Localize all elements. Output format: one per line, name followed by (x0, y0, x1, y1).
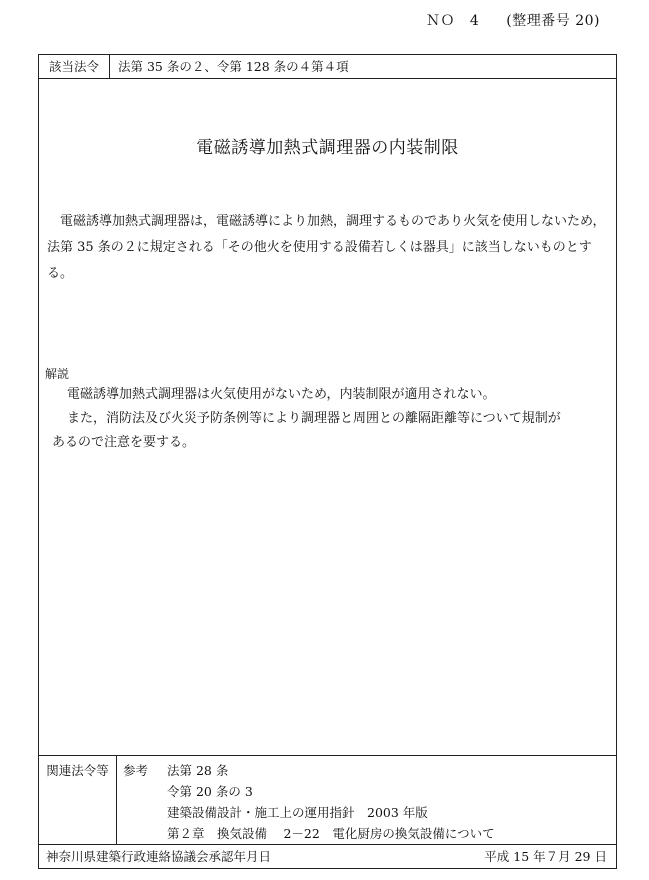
explanation-text (45, 383, 605, 455)
explanation-paragraph-2b: あるので注意を要する。 (52, 435, 196, 450)
related-laws-label: 関連法令等 (39, 756, 117, 845)
document-number-header (0, 10, 600, 30)
related-laws-list (123, 760, 495, 844)
explanation-paragraph-1: 電磁誘導加熱式調理器は火気使用がないため，内装制限が適用されない。 (67, 387, 496, 402)
approval-label: 神奈川県建築行政連絡協議会承認年月日 (46, 849, 272, 864)
approval-footer (39, 844, 616, 868)
main-body-text: 電磁誘導加熱式調理器は，電磁誘導により加熱，調理するものであり火気を使用しないため，法第 35 条の２に規定される「その他火を使用する設備若しくは器具」に該当しないものとする。 (47, 214, 606, 281)
no-label: ＮＯ (425, 13, 455, 29)
applicable-law-label: 該当法令 (39, 55, 110, 78)
document-title: 電磁誘導加熱式調理器の内装制限 (196, 138, 459, 158)
reference-label: 参考 (123, 763, 149, 778)
applicable-law-value: 法第 35 条の２、令第 128 条の４第４項 (118, 59, 349, 74)
related-laws-section (39, 755, 616, 845)
related-item: 第２章 換気設備 2－22 電化厨房の換気設備について (167, 826, 495, 841)
document-frame (38, 54, 617, 869)
reference-number: (整理番号 20) (506, 13, 600, 29)
explanation-heading: 解説 (45, 367, 70, 381)
related-item: 法第 28 条 (167, 763, 229, 778)
explanation-paragraph-2a: また，消防法及び火災予防条例等により調理器と周囲との離隔距離等について規制が (67, 411, 561, 426)
no-value: 4 (469, 13, 480, 29)
related-item: 令第 20 条の 3 (167, 784, 253, 799)
related-item: 建築設備設計・施工上の運用指針 2003 年版 (167, 805, 428, 820)
applicable-law-row (39, 55, 616, 79)
approval-date: 平成 15 年７月 29 日 (484, 849, 607, 864)
